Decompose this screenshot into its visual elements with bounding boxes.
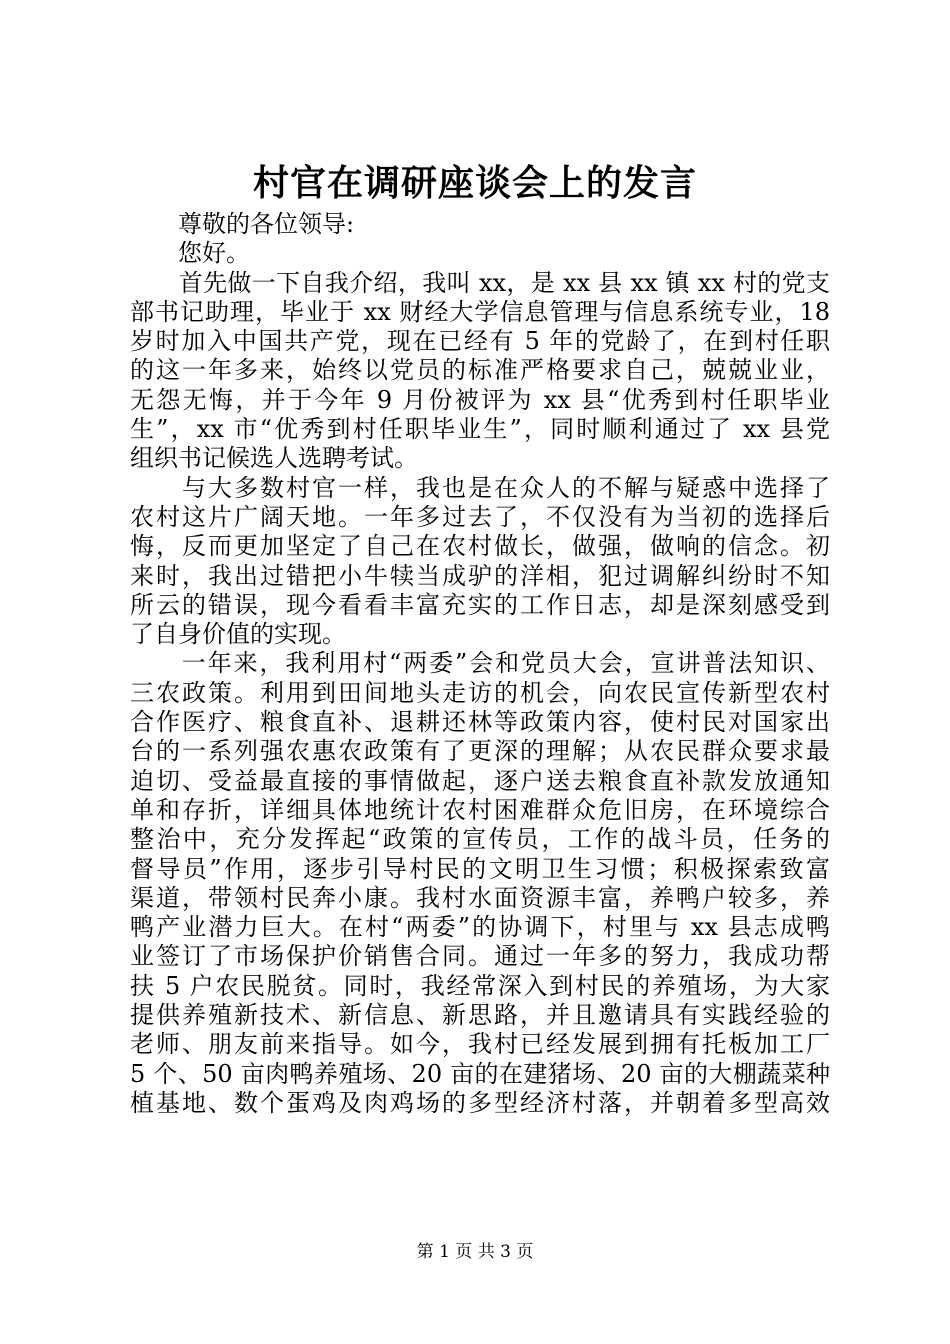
body-line: 业签订了市场保护价销售合同。通过一年多的努力，我成功帮 (130, 942, 830, 971)
body-line: 单和存折，详细具体地统计农村困难群众危旧房，在环境综合 (130, 795, 830, 824)
body-line: 整治中，充分发挥起“政策的宣传员，工作的战斗员，任务的 (130, 825, 830, 854)
body-line: 与大多数村官一样，我也是在众人的不解与疑惑中选择了 (130, 473, 830, 502)
body-line: 台的一系列强农惠农政策有了更深的理解；从农民群众要求最 (130, 737, 830, 766)
body-line: 岁时加入中国共产党，现在已经有 5 年的党龄了，在到村任职 (130, 327, 830, 356)
body-line: 一年来，我利用村“两委”会和党员大会，宣讲普法知识、 (130, 649, 830, 678)
body-line: 合作医疗、粮食直补、退耕还林等政策内容，使村民对国家出 (130, 708, 830, 737)
document-body (130, 210, 830, 1118)
body-line: 的这一年多来，始终以党员的标准严格要求自己，兢兢业业， (130, 356, 830, 385)
body-line: 农村这片广阔天地。一年多过去了，不仅没有为当初的选择后 (130, 502, 830, 531)
body-line: 尊敬的各位领导: (130, 210, 355, 238)
body-line: 渠道，带领村民奔小康。我村水面资源丰富，养鸭户较多，养 (130, 883, 830, 912)
body-line: 督导员”作用，逐步引导村民的文明卫生习惯；积极探索致富 (130, 854, 830, 883)
body-line: 了自身价值的实现。 (130, 620, 346, 649)
body-line: 三农政策。利用到田间地头走访的机会，向农民宣传新型农村 (130, 678, 830, 707)
body-line: 迫切、受益最直接的事情做起，逐户送去粮食直补款发放通知 (130, 766, 830, 795)
body-line: 植基地、数个蛋鸡及肉鸡场的多型经济村落，并朝着多型高效 (130, 1088, 830, 1117)
body-line: 部书记助理，毕业于 xx 财经大学信息管理与信息系统专业，18 (130, 297, 830, 326)
body-line: 鸭产业潜力巨大。在村“两委”的协调下，村里与 xx 县志成鸭 (130, 913, 830, 942)
body-line: 组织书记候选人选聘考试。 (130, 444, 418, 473)
body-line: 5 个、50 亩肉鸭养殖场、20 亩的在建猪场、20 亩的大棚蔬菜种 (130, 1059, 830, 1088)
body-line: 悔，反而更加坚定了自己在农村做长，做强，做响的信念。初 (130, 532, 830, 561)
body-line: 来时，我出过错把小牛犊当成驴的洋相，犯过调解纠纷时不知 (130, 561, 830, 590)
body-line: 提供养殖新技术、新信息、新思路，并且邀请具有实践经验的 (130, 1001, 830, 1030)
body-line: 您好。 (130, 239, 250, 268)
body-line: 所云的错误，现今看看丰富充实的工作日志，却是深刻感受到 (130, 590, 830, 619)
document-title: 村官在调研座谈会上的发言 (252, 162, 697, 204)
page-footer: 第 1 页 共 3 页 (416, 1242, 534, 1262)
body-line: 生”，xx 市“优秀到村任职毕业生”，同时顺利通过了 xx 县党 (130, 415, 830, 444)
body-line: 老师、朋友前来指导。如今，我村已经发展到拥有托板加工厂 (130, 1030, 830, 1059)
body-line: 扶 5 户农民脱贫。同时，我经常深入到村民的养殖场，为大家 (130, 971, 830, 1000)
body-line: 无怨无悔，并于今年 9 月份被评为 xx 县“优秀到村任职毕业 (130, 385, 830, 414)
body-line: 首先做一下自我介绍，我叫 xx，是 xx 县 xx 镇 xx 村的党支 (130, 268, 830, 297)
